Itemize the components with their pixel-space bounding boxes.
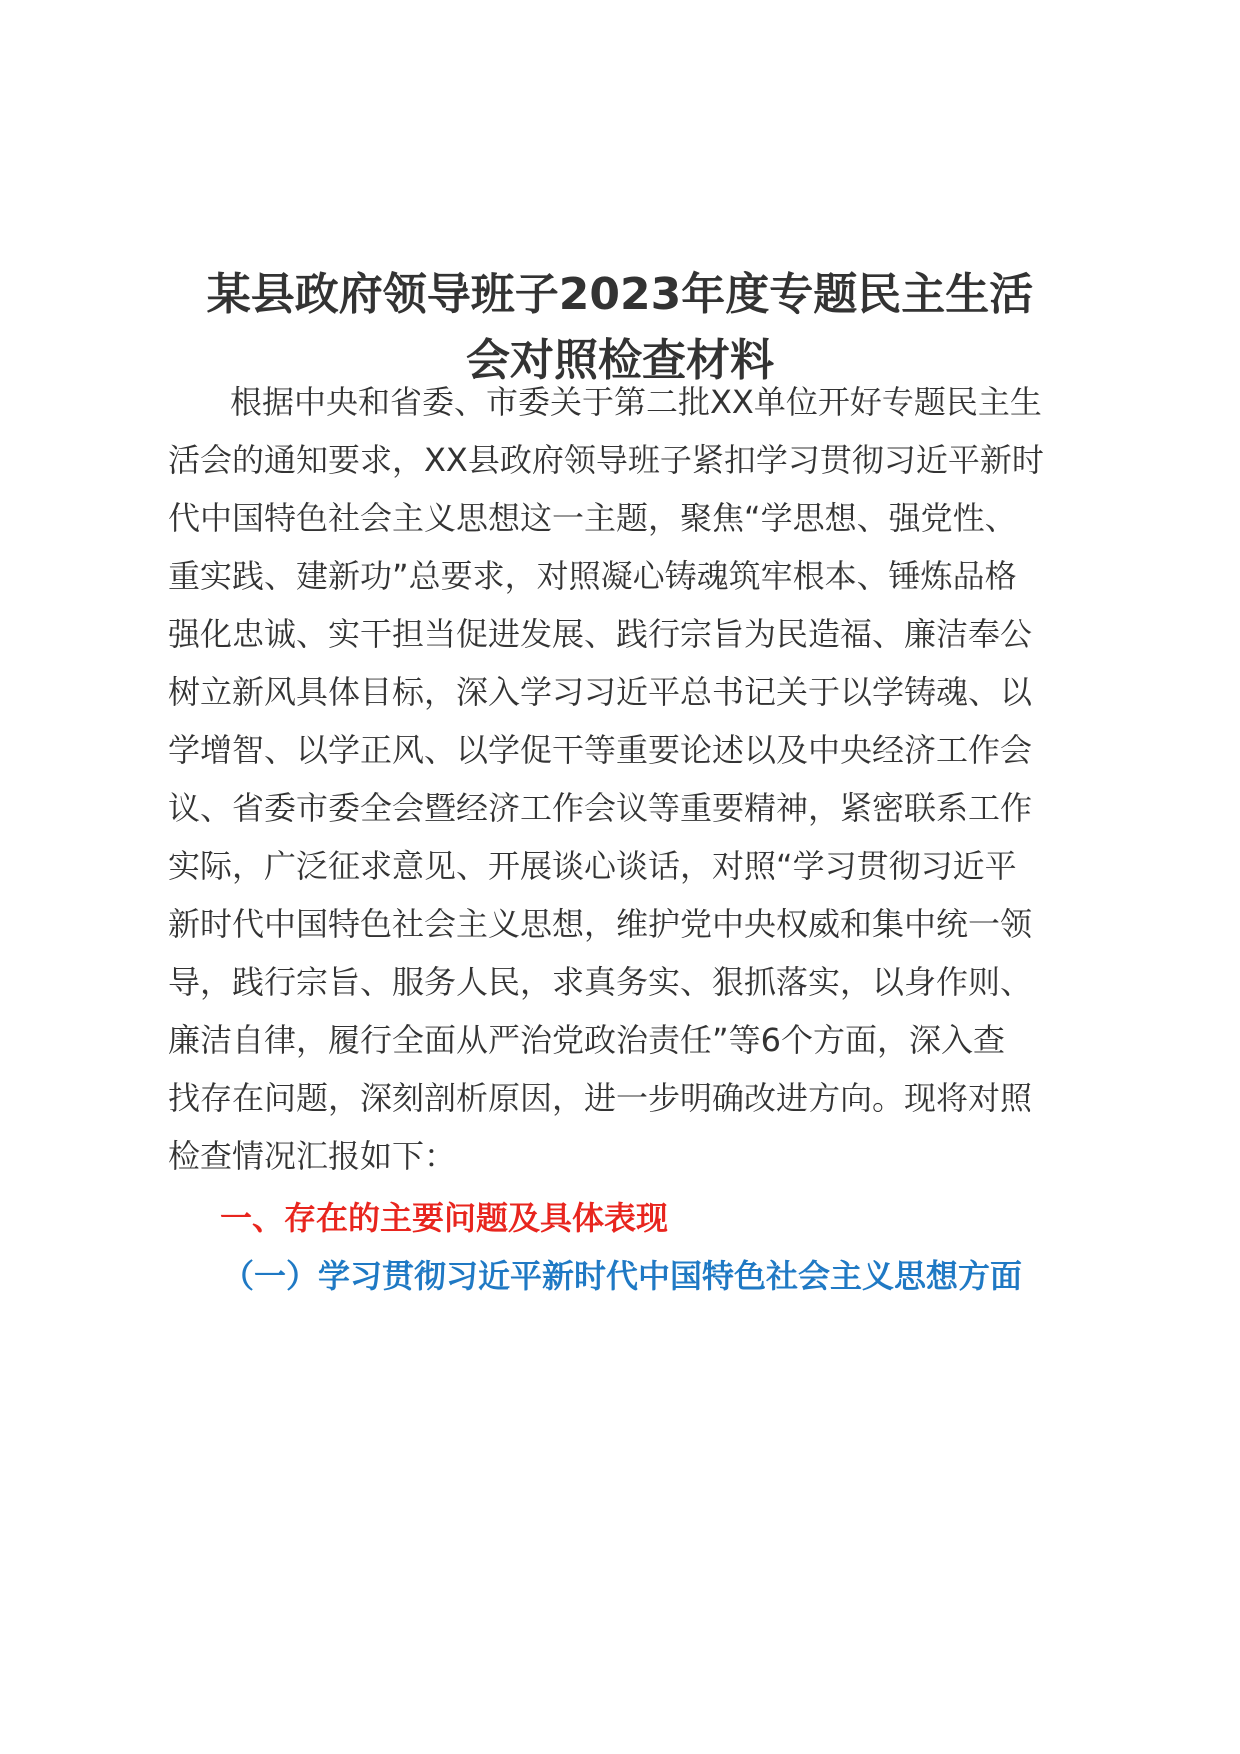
intro-paragraph-line: 强化忠诚、实干担当促进发展、践行宗旨为民造福、廉洁奉公: [168, 615, 1033, 653]
intro-paragraph-line: 树立新风具体目标，深入学习习近平总书记关于以学铸魂、以: [168, 673, 1033, 711]
intro-paragraph-line: 检查情况汇报如下：: [168, 1137, 457, 1175]
intro-paragraph-line: 代中国特色社会主义思想这一主题，聚焦“学思想、强党性、: [168, 499, 1017, 537]
subsection-heading-1: （一）学习贯彻习近平新时代中国特色社会主义思想方面: [222, 1257, 1023, 1295]
intro-paragraph-line: 活会的通知要求，XX县政府领导班子紧扣学习贯彻习近平新时: [168, 441, 1044, 479]
document-title-line-1: 某县政府领导班子2023年度专题民主生活: [206, 269, 1034, 320]
intro-paragraph-line: 重实践、建新功”总要求，对照凝心铸魂筑牢根本、锤炼品格: [168, 557, 1017, 595]
intro-paragraph-line: 导，践行宗旨、服务人民，求真务实、狠抓落实，以身作则、: [168, 963, 1033, 1001]
intro-paragraph-line: 议、省委市委全会暨经济工作会议等重要精神，紧密联系工作: [168, 789, 1033, 827]
section-heading-1: 一、存在的主要问题及具体表现: [220, 1199, 669, 1237]
intro-paragraph-line: 廉洁自律，履行全面从严治党政治责任”等6个方面，深入查: [168, 1021, 1005, 1059]
intro-paragraph-line: 实际，广泛征求意见、开展谈心谈话，对照“学习贯彻习近平: [168, 847, 1017, 885]
document-title-line-2: 会对照检查材料: [466, 335, 774, 386]
intro-paragraph-line: 学增智、以学正风、以学促干等重要论述以及中央经济工作会: [168, 731, 1033, 769]
intro-paragraph-line: 根据中央和省委、市委关于第二批XX单位开好专题民主生: [230, 383, 1042, 421]
intro-paragraph-line: 新时代中国特色社会主义思想，维护党中央权威和集中统一领: [168, 905, 1033, 943]
intro-paragraph-line: 找存在问题，深刻剖析原因，进一步明确改进方向。现将对照: [168, 1079, 1033, 1117]
